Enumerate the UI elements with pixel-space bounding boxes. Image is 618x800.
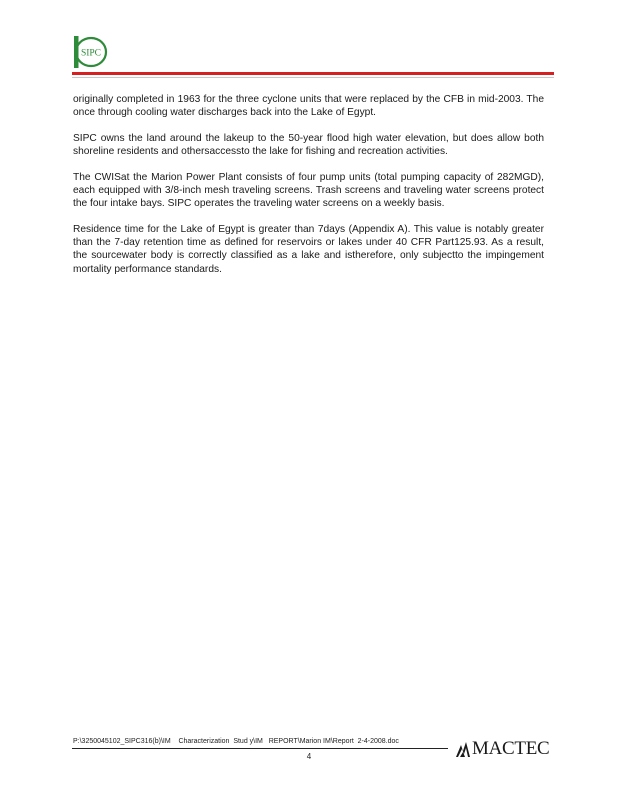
sipc-logo (70, 34, 110, 70)
paragraph-4: Residence time for the Lake of Egypt is greater than 7days (Appendix A). This value is notably greater than the 7-day retention time as defined for reservoirs or lakes under 40 CFR Part125.93. As a result, the sourcewater body is correctly classified as a lake and istherefore, only subjectto the impingement mortality performance standards. (73, 223, 544, 275)
paragraph-1: originally completed in 1963 for the three cyclone units that were replaced by the CFB in mid-2003. The once through cooling water discharges back into the Lake of Egypt. (73, 94, 544, 119)
header-rule-gray (72, 77, 554, 78)
footer-file-path: P:\3250045102_SIPC316(b)\IM Characterization Stud y\IM REPORT\Marion IM\Report 2-4-2008.doc (73, 738, 399, 745)
mactec-wordmark: MACTEC (472, 738, 550, 759)
body-text (73, 93, 544, 288)
paragraph-2: SIPC owns the land around the lakeup to the 50-year flood high water elevation, but does allow both shoreline residents and othersaccessto the lake for fishing and recreation activities. (73, 132, 544, 158)
mactec-mark-icon (455, 740, 471, 758)
sipc-logo-text: SIPC (80, 48, 102, 59)
page-number: 4 (306, 752, 312, 761)
footer-rule (72, 748, 448, 749)
mactec-logo (455, 738, 550, 760)
paragraph-3: The CWISat the Marion Power Plant consists of four pump units (total pumping capacity of 282MGD), each equipped with 3/8-inch mesh traveling screens. Trash screens and traveling water screens protect the four intake bays. SIPC operates the traveling water screens on a weekly basis. (73, 171, 544, 210)
header-rule-red (72, 72, 554, 75)
